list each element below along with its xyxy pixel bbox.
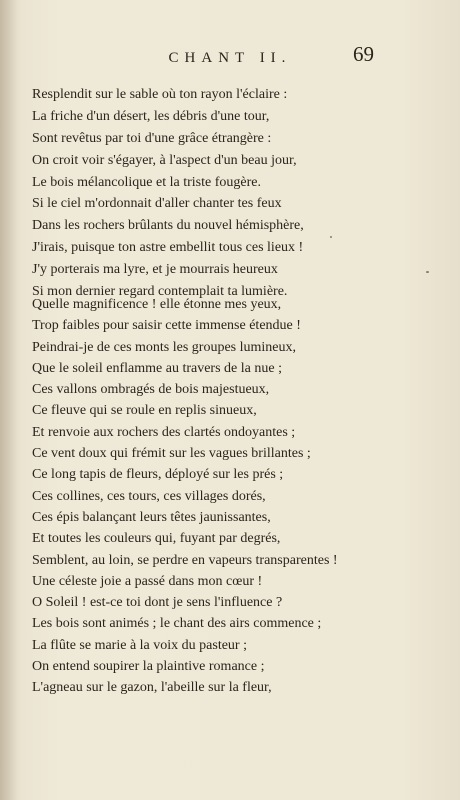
- verse-line: Si le ciel m'ordonnait d'aller chanter tes feux: [32, 196, 282, 212]
- paper-speck: [330, 236, 332, 238]
- verse-line: Ce long tapis de fleurs, déployé sur les prés ;: [32, 467, 284, 483]
- verse-line: Ce fleuve qui se roule en replis sinueux,: [32, 403, 257, 419]
- verse-line: Ce vent doux qui frémit sur les vagues brillantes ;: [32, 446, 311, 462]
- gutter-shadow: [0, 0, 18, 800]
- verse-line: Le bois mélancolique et la triste fougère.: [32, 174, 261, 190]
- stanza-2: [32, 294, 442, 699]
- page-number: 69: [353, 42, 374, 66]
- stanza-1: [32, 84, 442, 303]
- verse-line: Les bois sont animés ; le chant des airs commence ;: [32, 616, 322, 632]
- verse-line: Quelle magnificence ! elle étonne mes yeux,: [32, 297, 282, 312]
- verse-line: Et toutes les couleurs qui, fuyant par degrés,: [32, 531, 281, 547]
- verse-line: Ces vallons ombragés de bois majestueux,: [32, 382, 270, 398]
- verse-line: Semblent, au loin, se perdre en vapeurs transparentes !: [32, 552, 338, 568]
- verse-line: On entend soupirer la plaintive romance ;: [32, 659, 265, 675]
- verse-line: Resplendit sur le sable où ton rayon l'éclaire :: [32, 87, 288, 102]
- verse-line: Peindrai-je de ces monts les groupes lumineux,: [32, 339, 296, 355]
- verse-line: Une céleste joie a passé dans mon cœur !: [32, 573, 263, 589]
- verse-line: Et renvoie aux rochers des clartés ondoyantes ;: [32, 424, 296, 440]
- verse-line: La friche d'un désert, les débris d'une tour,: [32, 108, 270, 124]
- verse-line: Ces épis balançant leurs têtes jaunissantes,: [32, 509, 271, 525]
- verse-line: O Soleil ! est-ce toi dont je sens l'influence ?: [32, 595, 283, 611]
- verse-line: J'y porterais ma lyre, et je mourrais heureux: [32, 262, 278, 278]
- verse-line: Que le soleil enflamme au travers de la nue ;: [32, 360, 282, 376]
- verse-line: Trop faibles pour saisir cette immense étendue !: [32, 318, 301, 334]
- verse-line: Ces collines, ces tours, ces villages dorés,: [32, 488, 266, 504]
- verse-line: J'irais, puisque ton astre embellit tous ces lieux !: [32, 240, 304, 256]
- running-title: CHANT II.: [168, 50, 292, 66]
- verse-line: Sont revêtus par toi d'une grâce étrangère :: [32, 130, 272, 146]
- paper-speck: [426, 271, 429, 273]
- verse-line: La flûte se marie à la voix du pasteur ;: [32, 637, 247, 653]
- verse-line: Dans les rochers brûlants du nouvel hémisphère,: [32, 218, 304, 234]
- verse-line: L'agneau sur le gazon, l'abeille sur la fleur,: [32, 680, 272, 696]
- verse-line: Si mon dernier regard contemplait ta lumière.: [32, 284, 288, 300]
- verse-line: On croit voir s'égayer, à l'aspect d'un beau jour,: [32, 152, 297, 168]
